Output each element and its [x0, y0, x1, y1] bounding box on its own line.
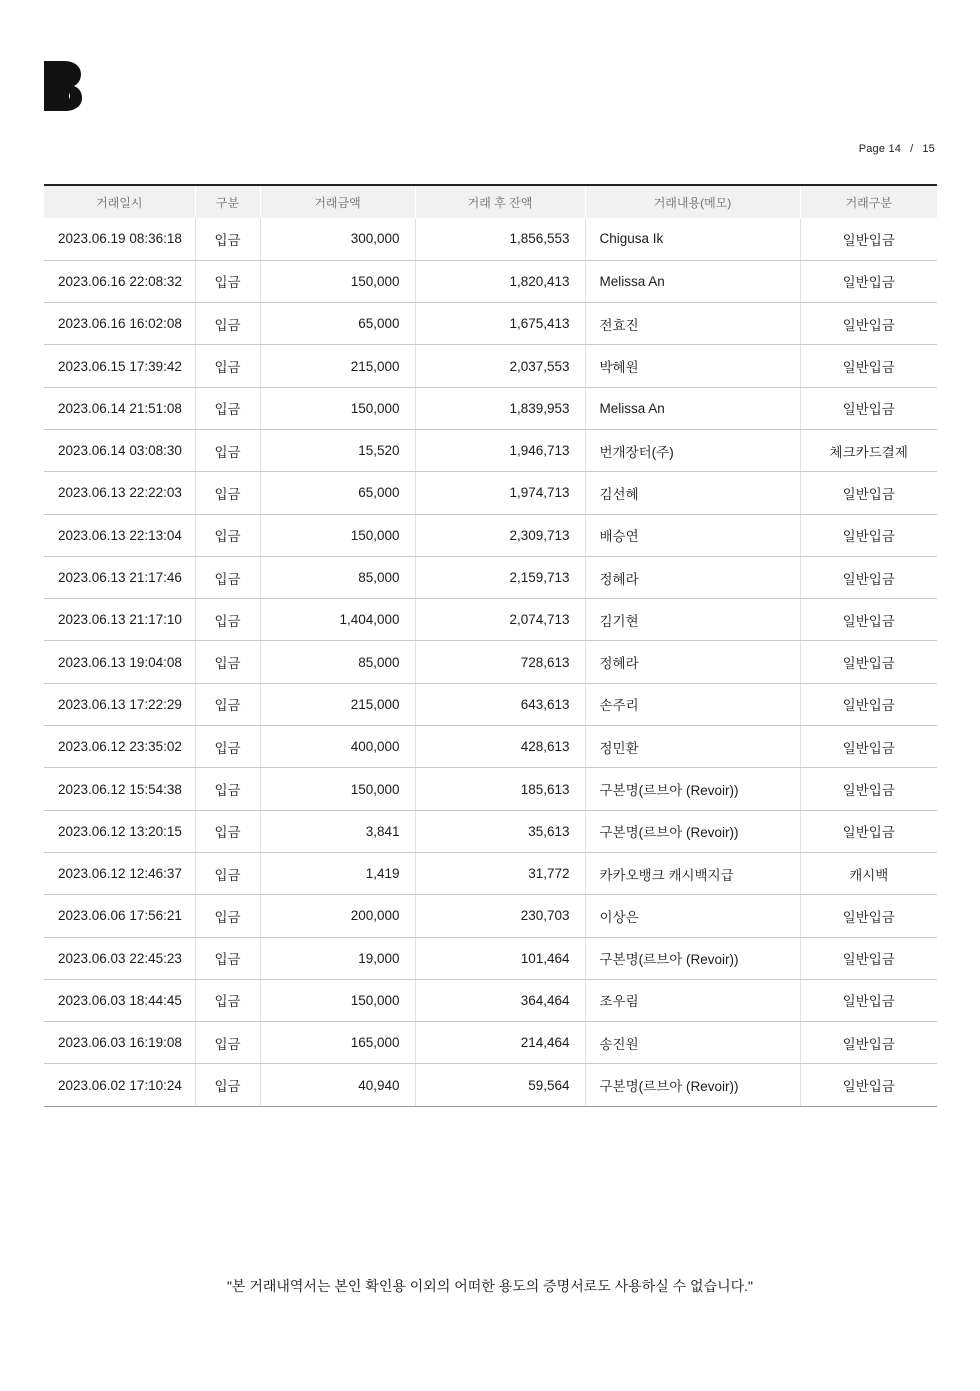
transaction-table: [44, 184, 937, 1107]
table-row: [44, 852, 937, 894]
cell-memo: 김기현: [585, 599, 800, 641]
cell-amount: 300,000: [260, 218, 415, 260]
table-row: [44, 1064, 937, 1106]
table-row: [44, 641, 937, 683]
cell-memo: 배승연: [585, 514, 800, 556]
cell-type: 입금: [195, 641, 260, 683]
cell-amount: 1,419: [260, 852, 415, 894]
cell-type: 입금: [195, 937, 260, 979]
cell-category: 일반입금: [800, 895, 937, 937]
table-row: [44, 429, 937, 471]
cell-category: 체크카드결제: [800, 429, 937, 471]
table-row: [44, 345, 937, 387]
col-header-balance: 거래 후 잔액: [415, 185, 585, 218]
cell-category: 일반입금: [800, 1022, 937, 1064]
cell-datetime: 2023.06.12 15:54:38: [44, 768, 195, 810]
col-header-category: 거래구분: [800, 185, 937, 218]
cell-datetime: 2023.06.03 22:45:23: [44, 937, 195, 979]
table-row: [44, 979, 937, 1021]
cell-category: 일반입금: [800, 345, 937, 387]
table-row: [44, 260, 937, 302]
cell-balance: 214,464: [415, 1022, 585, 1064]
cell-amount: 150,000: [260, 514, 415, 556]
table-row: [44, 303, 937, 345]
cell-balance: 1,675,413: [415, 303, 585, 345]
cell-type: 입금: [195, 1022, 260, 1064]
cell-type: 입금: [195, 387, 260, 429]
cell-memo: Melissa An: [585, 387, 800, 429]
cell-balance: 59,564: [415, 1064, 585, 1106]
cell-category: 일반입금: [800, 1064, 937, 1106]
cell-memo: 전효진: [585, 303, 800, 345]
page-total: 15: [922, 143, 935, 155]
cell-amount: 150,000: [260, 768, 415, 810]
table-row: [44, 937, 937, 979]
cell-amount: 215,000: [260, 345, 415, 387]
cell-amount: 150,000: [260, 260, 415, 302]
cell-amount: 1,404,000: [260, 599, 415, 641]
table-row: [44, 556, 937, 598]
cell-category: 일반입금: [800, 218, 937, 260]
cell-datetime: 2023.06.03 18:44:45: [44, 979, 195, 1021]
table-row: [44, 599, 937, 641]
cell-datetime: 2023.06.13 17:22:29: [44, 683, 195, 725]
cell-datetime: 2023.06.13 22:13:04: [44, 514, 195, 556]
cell-category: 일반입금: [800, 641, 937, 683]
table-row: [44, 472, 937, 514]
cell-datetime: 2023.06.03 16:19:08: [44, 1022, 195, 1064]
cell-datetime: 2023.06.19 08:36:18: [44, 218, 195, 260]
cell-balance: 1,839,953: [415, 387, 585, 429]
bank-logo: [44, 61, 82, 111]
cell-datetime: 2023.06.13 21:17:46: [44, 556, 195, 598]
cell-category: 일반입금: [800, 683, 937, 725]
cell-amount: 40,940: [260, 1064, 415, 1106]
cell-amount: 85,000: [260, 641, 415, 683]
table-row: [44, 895, 937, 937]
cell-amount: 400,000: [260, 726, 415, 768]
cell-balance: 2,037,553: [415, 345, 585, 387]
cell-amount: 19,000: [260, 937, 415, 979]
col-header-amount: 거래금액: [260, 185, 415, 218]
cell-balance: 428,613: [415, 726, 585, 768]
cell-amount: 85,000: [260, 556, 415, 598]
cell-balance: 728,613: [415, 641, 585, 683]
cell-datetime: 2023.06.14 21:51:08: [44, 387, 195, 429]
page-separator: /: [910, 143, 914, 155]
col-header-type: 구분: [195, 185, 260, 218]
cell-category: 일반입금: [800, 303, 937, 345]
cell-datetime: 2023.06.06 17:56:21: [44, 895, 195, 937]
cell-memo: 이상은: [585, 895, 800, 937]
cell-type: 입금: [195, 852, 260, 894]
table-header: [44, 185, 937, 218]
cell-memo: 손주리: [585, 683, 800, 725]
cell-type: 입금: [195, 429, 260, 471]
cell-datetime: 2023.06.15 17:39:42: [44, 345, 195, 387]
cell-type: 입금: [195, 895, 260, 937]
cell-memo: 박혜원: [585, 345, 800, 387]
cell-type: 입금: [195, 599, 260, 641]
cell-category: 캐시백: [800, 852, 937, 894]
cell-memo: Chigusa Ik: [585, 218, 800, 260]
cell-category: 일반입금: [800, 979, 937, 1021]
cell-memo: 번개장터(주): [585, 429, 800, 471]
cell-balance: 2,309,713: [415, 514, 585, 556]
cell-balance: 230,703: [415, 895, 585, 937]
cell-balance: 2,159,713: [415, 556, 585, 598]
cell-memo: 정혜라: [585, 641, 800, 683]
cell-type: 입금: [195, 218, 260, 260]
table-row: [44, 514, 937, 556]
cell-memo: 송진원: [585, 1022, 800, 1064]
footer-notice: "본 거래내역서는 본인 확인용 이외의 어떠한 용도의 증명서로도 사용하실 수 없습니다.": [226, 1278, 754, 1294]
col-header-datetime: 거래일시: [44, 185, 195, 218]
cell-datetime: 2023.06.13 19:04:08: [44, 641, 195, 683]
cell-balance: 1,856,553: [415, 218, 585, 260]
cell-type: 입금: [195, 768, 260, 810]
cell-memo: 김선혜: [585, 472, 800, 514]
cell-memo: Melissa An: [585, 260, 800, 302]
cell-balance: 1,974,713: [415, 472, 585, 514]
cell-type: 입금: [195, 260, 260, 302]
cell-balance: 2,074,713: [415, 599, 585, 641]
cell-amount: 200,000: [260, 895, 415, 937]
cell-type: 입금: [195, 472, 260, 514]
cell-type: 입금: [195, 556, 260, 598]
cell-amount: 3,841: [260, 810, 415, 852]
cell-balance: 1,820,413: [415, 260, 585, 302]
cell-balance: 364,464: [415, 979, 585, 1021]
table-body: [44, 218, 937, 1106]
cell-datetime: 2023.06.12 13:20:15: [44, 810, 195, 852]
cell-datetime: 2023.06.16 16:02:08: [44, 303, 195, 345]
table-row: [44, 810, 937, 852]
cell-balance: 643,613: [415, 683, 585, 725]
cell-memo: 정민환: [585, 726, 800, 768]
cell-category: 일반입금: [800, 937, 937, 979]
table-row: [44, 387, 937, 429]
cell-type: 입금: [195, 303, 260, 345]
cell-memo: 카카오뱅크 캐시백지급: [585, 852, 800, 894]
cell-datetime: 2023.06.12 23:35:02: [44, 726, 195, 768]
cell-type: 입금: [195, 514, 260, 556]
page-indicator: [859, 143, 935, 155]
cell-category: 일반입금: [800, 514, 937, 556]
cell-memo: 구본명(르브아 (Revoir)): [585, 1064, 800, 1106]
cell-amount: 165,000: [260, 1022, 415, 1064]
cell-datetime: 2023.06.16 22:08:32: [44, 260, 195, 302]
cell-balance: 35,613: [415, 810, 585, 852]
cell-balance: 1,946,713: [415, 429, 585, 471]
cell-datetime: 2023.06.02 17:10:24: [44, 1064, 195, 1106]
cell-category: 일반입금: [800, 810, 937, 852]
cell-amount: 150,000: [260, 979, 415, 1021]
cell-memo: 조우림: [585, 979, 800, 1021]
cell-type: 입금: [195, 979, 260, 1021]
cell-category: 일반입금: [800, 472, 937, 514]
table-row: [44, 218, 937, 260]
cell-type: 입금: [195, 1064, 260, 1106]
page-label: Page 14: [858, 143, 902, 155]
col-header-memo: 거래내용(메모): [585, 185, 800, 218]
cell-datetime: 2023.06.12 12:46:37: [44, 852, 195, 894]
cell-category: 일반입금: [800, 726, 937, 768]
cell-category: 일반입금: [800, 599, 937, 641]
cell-category: 일반입금: [800, 260, 937, 302]
cell-balance: 101,464: [415, 937, 585, 979]
cell-category: 일반입금: [800, 768, 937, 810]
cell-type: 입금: [195, 345, 260, 387]
cell-datetime: 2023.06.13 22:22:03: [44, 472, 195, 514]
table-row: [44, 768, 937, 810]
cell-memo: 정혜라: [585, 556, 800, 598]
cell-balance: 185,613: [415, 768, 585, 810]
cell-type: 입금: [195, 810, 260, 852]
cell-amount: 15,520: [260, 429, 415, 471]
cell-memo: 구본명(르브아 (Revoir)): [585, 810, 800, 852]
cell-amount: 150,000: [260, 387, 415, 429]
table-row: [44, 726, 937, 768]
cell-balance: 31,772: [415, 852, 585, 894]
cell-amount: 65,000: [260, 472, 415, 514]
table-row: [44, 683, 937, 725]
cell-category: 일반입금: [800, 387, 937, 429]
table-row: [44, 1022, 937, 1064]
cell-memo: 구본명(르브아 (Revoir)): [585, 937, 800, 979]
cell-type: 입금: [195, 726, 260, 768]
cell-memo: 구본명(르브아 (Revoir)): [585, 768, 800, 810]
cell-category: 일반입금: [800, 556, 937, 598]
cell-datetime: 2023.06.13 21:17:10: [44, 599, 195, 641]
cell-datetime: 2023.06.14 03:08:30: [44, 429, 195, 471]
cell-type: 입금: [195, 683, 260, 725]
cell-amount: 65,000: [260, 303, 415, 345]
cell-amount: 215,000: [260, 683, 415, 725]
